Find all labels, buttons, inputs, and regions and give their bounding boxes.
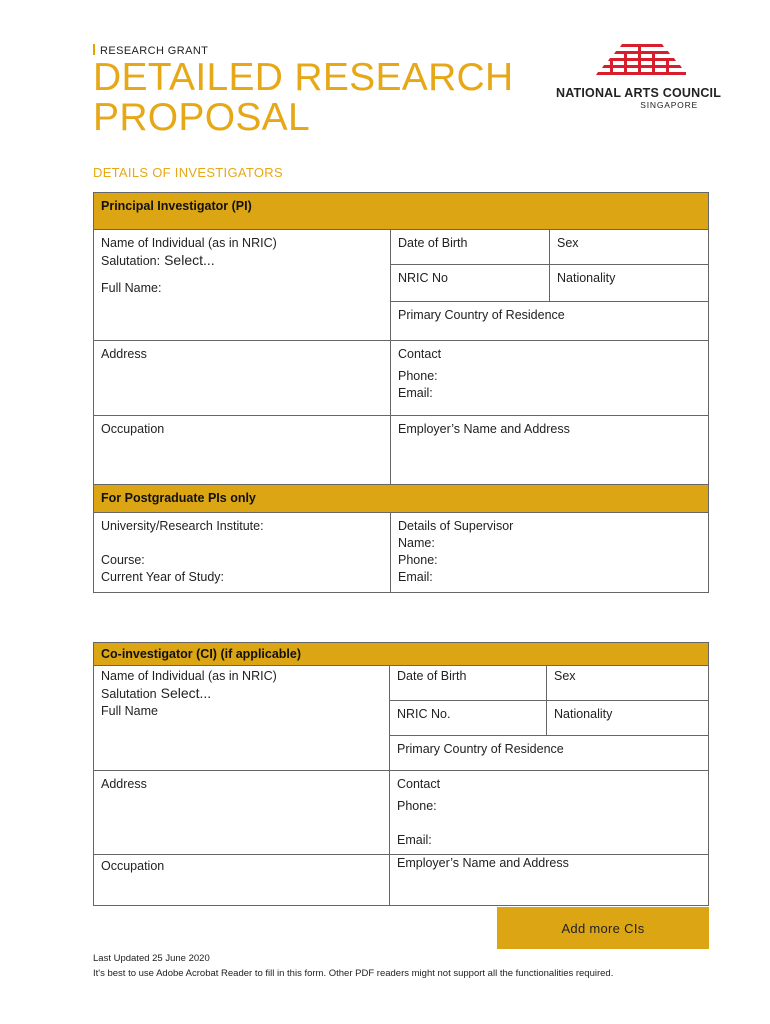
pi-sex-label: Sex (557, 236, 579, 250)
footer-note: It's best to use Adobe Acrobat Reader to fill in this form. Other PDF readers might not support all the functionalities required. (93, 968, 614, 979)
pi-nationality-label: Nationality (557, 271, 616, 285)
pi-address-label: Address (101, 347, 147, 361)
title-line-1: DETAILED RESEARCH (93, 56, 514, 99)
ci-table (93, 642, 709, 906)
ci-employer-label: Employer’s Name and Address (397, 856, 569, 870)
postgrad-phone-label: Phone: (398, 553, 438, 567)
ci-contact-label: Contact (397, 777, 441, 791)
pi-employer-cell[interactable] (391, 416, 709, 485)
ci-contact-cell[interactable] (390, 771, 709, 855)
pi-nric-label: NRIC No (398, 271, 449, 285)
ci-email-label: Email: (397, 833, 432, 847)
ci-employer-cell[interactable] (390, 855, 709, 906)
ci-address-cell[interactable] (94, 771, 390, 855)
pi-dob-label: Date of Birth (398, 236, 468, 250)
pi-name-label: Name of Individual (as in NRIC) (101, 236, 277, 250)
ci-nationality-cell[interactable] (547, 701, 709, 736)
pi-full-name-label: Full Name: (101, 281, 162, 295)
ci-nationality-label: Nationality (554, 707, 613, 721)
ci-name-cell[interactable] (94, 666, 390, 771)
ci-dob-label: Date of Birth (397, 669, 467, 683)
postgrad-email-label: Email: (398, 570, 433, 584)
logo-sub: SINGAPORE (640, 100, 698, 110)
postgrad-header: For Postgraduate PIs only (94, 485, 709, 513)
pi-address-cell[interactable] (94, 341, 391, 416)
ci-header: Co-investigator (CI) (if applicable) (94, 643, 709, 666)
ci-sex-label: Sex (554, 669, 576, 683)
postgrad-institute-label: University/Research Institute: (101, 519, 264, 533)
logo-mark-icon (594, 42, 686, 82)
ci-residence-cell[interactable] (390, 736, 709, 771)
pi-occupation-label: Occupation (101, 422, 165, 436)
last-updated: Last Updated 25 June 2020 (93, 953, 210, 964)
ci-occupation-label: Occupation (101, 859, 165, 873)
pi-salutation-label: Salutation: (101, 254, 161, 268)
postgrad-name-label: Name: (398, 536, 435, 550)
pi-sex-cell[interactable] (550, 230, 709, 265)
ci-dob-cell[interactable] (390, 666, 547, 701)
ci-name-label: Name of Individual (as in NRIC) (101, 669, 277, 683)
pi-residence-label: Primary Country of Residence (398, 308, 565, 322)
ci-salutation-label: Salutation (101, 687, 157, 701)
postgrad-course-label: Course: (101, 553, 145, 567)
pi-dob-cell[interactable] (391, 230, 550, 265)
page-title (93, 58, 513, 138)
pi-employer-label: Employer’s Name and Address (398, 422, 570, 436)
ci-residence-label: Primary Country of Residence (397, 742, 564, 756)
ci-full-name-label: Full Name (101, 704, 158, 718)
nac-logo (556, 42, 728, 110)
ci-phone-label: Phone: (397, 799, 437, 813)
section-title: DETAILS OF INVESTIGATORS (93, 165, 283, 180)
ci-occupation-cell[interactable] (94, 855, 390, 906)
pi-contact-label: Contact (398, 347, 442, 361)
pi-nric-cell[interactable] (391, 265, 550, 302)
pi-salutation-select[interactable]: Select... (164, 252, 215, 268)
pi-email-label: Email: (398, 386, 433, 400)
ci-nric-cell[interactable] (390, 701, 547, 736)
logo-name: NATIONAL ARTS COUNCIL (556, 86, 722, 100)
accent-bar (93, 44, 95, 55)
add-more-cis-button[interactable]: Add more CIs (497, 907, 709, 949)
title-line-2: PROPOSAL (93, 96, 310, 139)
ci-address-label: Address (101, 777, 147, 791)
ci-sex-cell[interactable] (547, 666, 709, 701)
pi-occupation-cell[interactable] (94, 416, 391, 485)
ci-nric-label: NRIC No. (397, 707, 451, 721)
postgrad-year-label: Current Year of Study: (101, 570, 224, 584)
pi-table (93, 192, 709, 593)
pi-nationality-cell[interactable] (550, 265, 709, 302)
pi-contact-cell[interactable] (391, 341, 709, 416)
postgrad-supervisor-cell[interactable] (391, 513, 709, 593)
postgrad-supervisor-label: Details of Supervisor (398, 519, 514, 533)
pi-phone-label: Phone: (398, 369, 438, 383)
pi-name-cell[interactable] (94, 230, 391, 341)
pi-residence-cell[interactable] (391, 302, 709, 341)
pi-header: Principal Investigator (PI) (94, 193, 709, 230)
eyebrow-text: RESEARCH GRANT (100, 45, 209, 57)
postgrad-institute-cell[interactable] (94, 513, 391, 593)
ci-salutation-select[interactable]: Select... (160, 685, 212, 701)
